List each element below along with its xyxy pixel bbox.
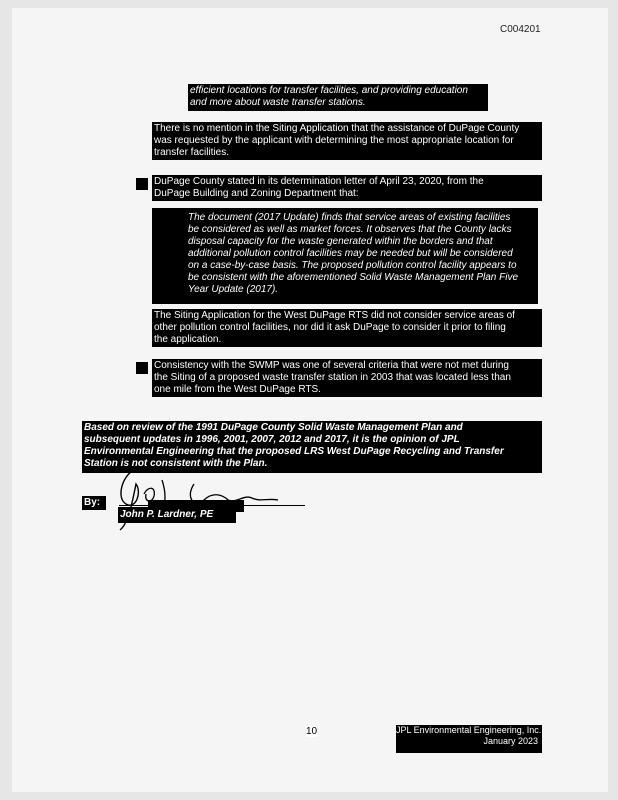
conclusion-line: Environmental Engineering that the proposed LRS West DuPage Recycling and Transfer xyxy=(84,446,504,457)
document-id: C004201 xyxy=(500,24,541,35)
bullet-marker xyxy=(136,178,148,190)
handwritten-signature xyxy=(82,464,302,534)
bullet-swmp-consistency xyxy=(152,359,542,397)
quote-line: disposal capacity for the waste generated within the borders and that xyxy=(188,236,493,247)
quote-line: on a case-by-case basis. The proposed pollution control facility appears to xyxy=(188,260,517,271)
signer-name: John P. Lardner, PE xyxy=(118,507,236,523)
paragraph-line: There is no mention in the Siting Application that the assistance of DuPage County xyxy=(154,123,520,134)
paragraph-siting-application xyxy=(152,309,542,347)
quote-line: The document (2017 Update) finds that service areas of existing facilities xyxy=(188,212,511,223)
paragraph-line: other pollution control facilities, nor did it ask DuPage to consider it prior to filing xyxy=(154,322,506,333)
paragraph-line: the application. xyxy=(154,334,222,345)
quote-line: be consistent with the aforementioned Solid Waste Management Plan Five xyxy=(188,272,518,283)
paragraph-line: was requested by the applicant with determining the most appropriate location for xyxy=(154,135,514,146)
footer-company: JPL Environmental Engineering, Inc. xyxy=(396,725,542,735)
intro-block xyxy=(188,84,488,111)
paragraph-line: transfer facilities. xyxy=(154,147,230,158)
by-label: By: xyxy=(82,496,106,510)
bullet-line: DuPage Building and Zoning Department that: xyxy=(154,188,359,199)
bullet-line: Consistency with the SWMP was one of several criteria that were not met during xyxy=(154,360,509,371)
page-number: 10 xyxy=(306,726,318,737)
conclusion-line: Station is not consistent with the Plan. xyxy=(84,458,268,469)
filing-stamp: Electronic Filing: Received, Clerk's Office 04/18/2023 xyxy=(136,20,473,34)
footer-date: January 2023 xyxy=(483,736,538,746)
paragraph-line: The Siting Application for the West DuPage RTS did not consider service areas of xyxy=(154,310,515,321)
footer-company-block xyxy=(396,725,542,753)
bullet-marker xyxy=(136,362,148,374)
conclusion-line: Based on review of the 1991 DuPage County Solid Waste Management Plan and xyxy=(84,422,463,433)
quote-line: additional pollution control facilities may be needed but will be considered xyxy=(188,248,513,259)
bullet-line: one mile from the West DuPage RTS. xyxy=(154,384,321,395)
bullet-dupage-letter xyxy=(152,175,542,201)
quote-line: be considered as well as market forces. It observes that the County lacks xyxy=(188,224,512,235)
intro-line: efficient locations for transfer facilities, and providing education xyxy=(190,85,468,96)
bullet-line: DuPage County stated in its determination letter of April 23, 2020, from the xyxy=(154,176,484,187)
quote-line: Year Update (2017). xyxy=(188,284,279,295)
quote-block xyxy=(152,208,538,304)
paragraph-no-mention xyxy=(152,122,542,160)
intro-line: and more about waste transfer stations. xyxy=(190,97,366,108)
conclusion-line: subsequent updates in 1996, 2001, 2007, 2012 and 2017, it is the opinion of JPL xyxy=(84,434,460,445)
bullet-line: the Siting of a proposed waste transfer station in 2003 that was located less than xyxy=(154,372,511,383)
